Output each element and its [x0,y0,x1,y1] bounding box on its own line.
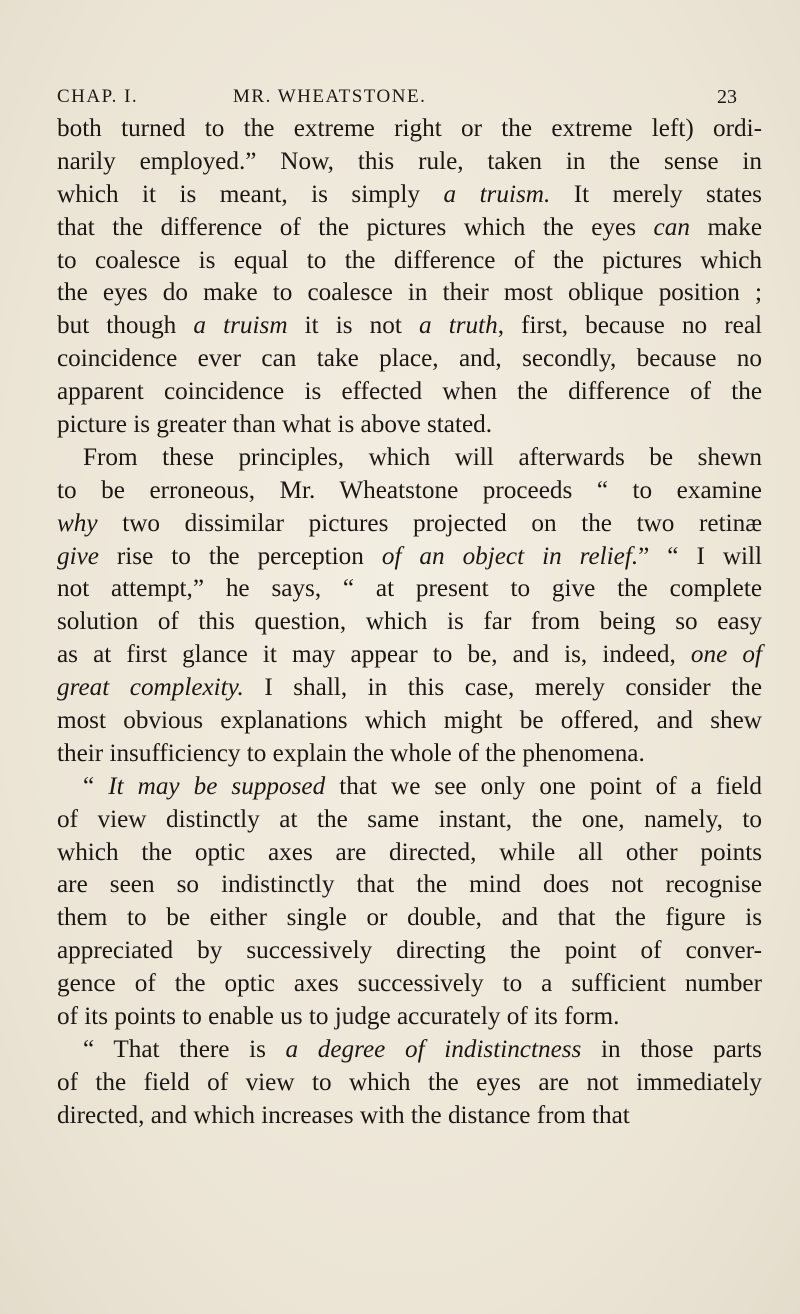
text-line [57,902,762,935]
text-run: It merely states [550,180,762,208]
text-line [57,771,762,804]
italic-text: give [57,542,99,570]
text-run: From these principles, which will afterwards be shewn [83,443,762,471]
text-line [57,310,762,343]
text-line [57,935,762,968]
text-line [57,804,762,837]
text-run: their insufficiency to explain the whole of the phenomena. [57,739,645,767]
text-run: narily employed.” Now, this rule, taken in the sense in [57,147,762,175]
text-line [57,738,762,771]
text-line [57,376,762,409]
text-line [57,475,762,508]
body-text [57,113,762,1133]
text-line [57,442,762,475]
text-run: not attempt,” he says, “ at present to give the complete [57,575,762,603]
page-number: 23 [717,86,737,108]
italic-text: It may be supposed [108,772,326,800]
text-run: to be erroneous, Mr. Wheatstone proceeds “ to examine [57,476,762,504]
text-line [57,705,762,738]
text-run: in those parts [581,1035,762,1063]
text-line [57,1034,762,1067]
text-run: it is not [287,312,419,340]
text-run: to coalesce is equal to the difference of the pictures which [57,246,762,274]
text-run: both turned to the extreme right or the extreme left) ordi- [57,115,762,142]
text-run: of its points to enable us to judge accurately of its form. [57,1003,620,1031]
text-run: them to be either single or double, and that the figure is [57,904,762,932]
italic-text: great complexity. [57,674,244,702]
text-run: which the optic axes are directed, while all other points [57,838,762,866]
text-line [57,409,762,442]
text-run: the eyes do make to coalesce in their most oblique position ; [57,279,762,307]
italic-text: can [653,213,690,241]
text-run: that the difference of the pictures which the eyes [57,213,654,241]
text-run: “ That there is [83,1035,286,1063]
text-run: as at first glance it may appear to be, and is, indeed, [57,641,691,669]
text-line [57,541,762,574]
text-run: of the field of view to which the eyes are not immediately [57,1068,762,1096]
text-line [57,672,762,705]
italic-text: why [57,509,98,537]
text-run: are seen so indistinctly that the mind does not recognise [57,871,762,899]
text-line [57,837,762,870]
text-run: that we see only one point of a field [325,772,762,800]
running-title: MR. WHEATSTONE. [233,86,427,107]
text-run: I shall, in this case, merely consider the [243,674,763,702]
text-line [57,146,762,179]
text-line [57,508,762,541]
italic-text: a truism. [443,180,551,208]
text-line [57,573,762,606]
text-line [57,277,762,310]
text-line [57,113,762,146]
text-run: ” “ I will [638,542,762,570]
text-line [57,343,762,376]
text-run: but though [57,312,194,340]
text-run: which it is meant, is simply [57,180,444,208]
text-run: of view distinctly at the same instant, the one, namely, to [57,805,762,833]
text-line [57,179,762,212]
text-run: , first, because no real [497,312,762,340]
italic-text: a truth [419,312,498,340]
italic-text: one of [690,641,762,669]
text-run: rise to the perception [98,542,382,570]
text-run: apparent coincidence is effected when the difference of the [57,378,762,406]
text-line [57,212,762,245]
text-run: gence of the optic axes successively to a sufficient number [57,970,762,998]
text-line [57,1100,762,1133]
text-run: “ [83,772,109,800]
text-line [57,1001,762,1034]
text-run: picture is greater than what is above stated. [57,411,493,439]
italic-text: of an object in relief. [381,542,639,570]
text-line [57,639,762,672]
text-line [57,245,762,278]
text-run: two dissimilar pictures projected on the two retinæ [97,509,762,537]
text-run: appreciated by successively directing the point of conver- [57,937,762,965]
text-line [57,606,762,639]
text-run: coincidence ever can take place, and, secondly, because no [57,345,762,373]
text-run: most obvious explanations which might be offered, and shew [57,707,762,735]
chapter-header: CHAP. I. [57,86,139,107]
text-line [57,968,762,1001]
text-run: solution of this question, which is far from being so easy [57,608,762,636]
text-line [57,869,762,902]
text-run: directed, and which increases with the distance from that [57,1101,630,1129]
italic-text: a truism [193,312,288,340]
italic-text: a degree of indistinctness [285,1035,582,1063]
text-run: make [689,213,763,241]
text-line [57,1067,762,1100]
